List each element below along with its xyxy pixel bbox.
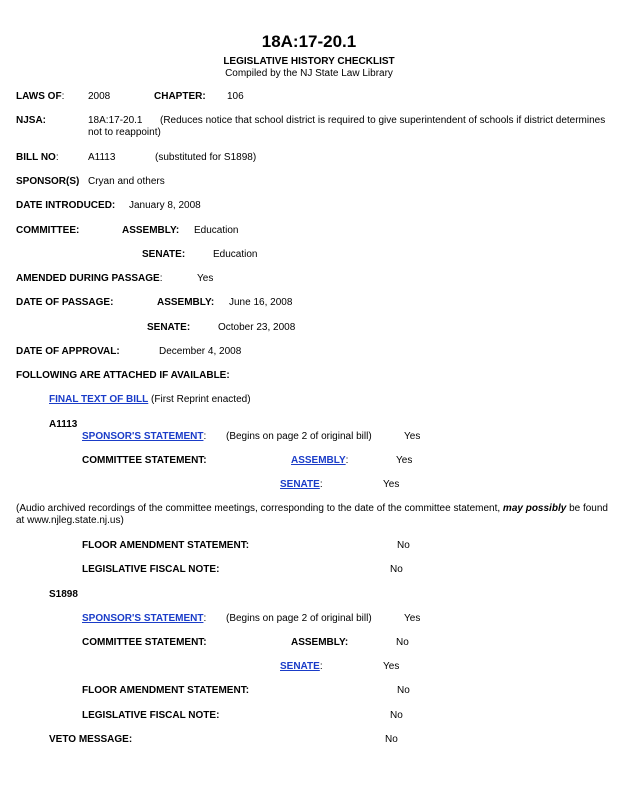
a1113-assembly-link[interactable]: ASSEMBLY (291, 455, 346, 466)
date-of-approval-label: DATE OF APPROVAL: (16, 346, 120, 357)
s1898-assembly-label: ASSEMBLY: (291, 637, 349, 648)
veto-value: No (385, 734, 398, 745)
bill-substituted-note: (substituted for S1898) (155, 152, 257, 163)
s1898-sponsor-row: SPONSOR'S STATEMENT: (82, 613, 207, 624)
date-of-approval-value: December 4, 2008 (159, 346, 242, 357)
veto-label: VETO MESSAGE: (49, 734, 133, 745)
njsa-value: 18A:17-20.1 (88, 115, 143, 126)
amended-value: Yes (197, 273, 214, 284)
passage-assembly-value: June 16, 2008 (229, 297, 293, 308)
checklist-subtitle: LEGISLATIVE HISTORY CHECKLIST (223, 56, 395, 67)
amended-label: AMENDED DURING PASSAGE: (16, 273, 163, 284)
date-introduced-label: DATE INTRODUCED: (16, 200, 116, 211)
date-introduced-value: January 8, 2008 (129, 200, 201, 211)
final-text-note: (First Reprint enacted) (151, 394, 251, 405)
a1113-sponsor-note: (Begins on page 2 of original bill) (226, 431, 372, 442)
a1113-fiscal-label: LEGISLATIVE FISCAL NOTE: (82, 564, 220, 575)
s1898-sponsor-statement-link[interactable]: SPONSOR'S STATEMENT (82, 613, 204, 624)
passage-assembly-label: ASSEMBLY: (157, 297, 215, 308)
a1113-senate-link[interactable]: SENATE (280, 479, 320, 490)
a1113-sponsor-statement-link[interactable]: SPONSOR'S STATEMENT (82, 431, 204, 442)
chapter-value: 106 (227, 91, 244, 102)
a1113-floor-value: No (397, 540, 410, 551)
final-text-link[interactable]: FINAL TEXT OF BILL (49, 394, 149, 405)
date-of-passage-label: DATE OF PASSAGE: (16, 297, 114, 308)
laws-of-label: LAWS OF: (16, 91, 65, 102)
committee-senate-value: Education (213, 249, 258, 260)
a1113-sponsor-row: SPONSOR'S STATEMENT: (82, 431, 207, 442)
s1898-floor-value: No (397, 685, 410, 696)
njsa-description-line1: (Reduces notice that school district is required to give superintendent of schools if district determines (160, 115, 606, 126)
s1898-fiscal-label: LEGISLATIVE FISCAL NOTE: (82, 710, 220, 721)
a1113-assembly-row: ASSEMBLY: (291, 455, 349, 466)
final-text-row (49, 394, 251, 406)
chapter-label: CHAPTER: (154, 91, 206, 102)
bill-no-value: A1113 (88, 152, 116, 163)
a1113-assembly-value: Yes (396, 455, 413, 466)
a1113-label: A1113 (49, 419, 78, 430)
sponsors-label: SPONSOR(S) (16, 176, 80, 187)
njsa-description-line2: not to reappoint) (88, 127, 161, 138)
njsa-label: NJSA: (16, 115, 47, 126)
a1113-senate-row: SENATE: (280, 479, 323, 490)
sponsors-value: Cryan and others (88, 176, 165, 187)
committee-senate-label: SENATE: (142, 249, 186, 260)
page-title: 18A:17-20.1 (261, 32, 357, 51)
a1113-fiscal-value: No (390, 564, 403, 575)
a1113-sponsor-value: Yes (404, 431, 421, 442)
laws-of-value: 2008 (88, 91, 111, 102)
s1898-assembly-value: No (396, 637, 409, 648)
a1113-floor-label: FLOOR AMENDMENT STATEMENT: (82, 540, 250, 551)
s1898-sponsor-note: (Begins on page 2 of original bill) (226, 613, 372, 624)
committee-label: COMMITTEE: (16, 225, 80, 236)
a1113-senate-value: Yes (383, 479, 400, 490)
s1898-sponsor-value: Yes (404, 613, 421, 624)
attached-heading: FOLLOWING ARE ATTACHED IF AVAILABLE: (16, 370, 230, 381)
passage-senate-label: SENATE: (147, 322, 191, 333)
s1898-fiscal-value: No (390, 710, 403, 721)
s1898-senate-link[interactable]: SENATE (280, 661, 320, 672)
passage-senate-value: October 23, 2008 (218, 322, 296, 333)
s1898-senate-value: Yes (383, 661, 400, 672)
s1898-committee-statement-label: COMMITTEE STATEMENT: (82, 637, 207, 648)
s1898-label: S1898 (49, 589, 78, 600)
bill-no-label: BILL NO: (16, 152, 59, 163)
committee-assembly-label: ASSEMBLY: (122, 225, 180, 236)
compiled-by: Compiled by the NJ State Law Library (225, 68, 393, 79)
s1898-senate-row: SENATE: (280, 661, 323, 672)
a1113-committee-statement-label: COMMITTEE STATEMENT: (82, 455, 207, 466)
committee-assembly-value: Education (194, 225, 239, 236)
audio-note-line1: (Audio archived recordings of the committee meetings, corresponding to the date of the committee statement, may possibly be found (16, 503, 608, 514)
s1898-floor-label: FLOOR AMENDMENT STATEMENT: (82, 685, 250, 696)
audio-note-line2: at www.njleg.state.nj.us) (16, 515, 124, 526)
